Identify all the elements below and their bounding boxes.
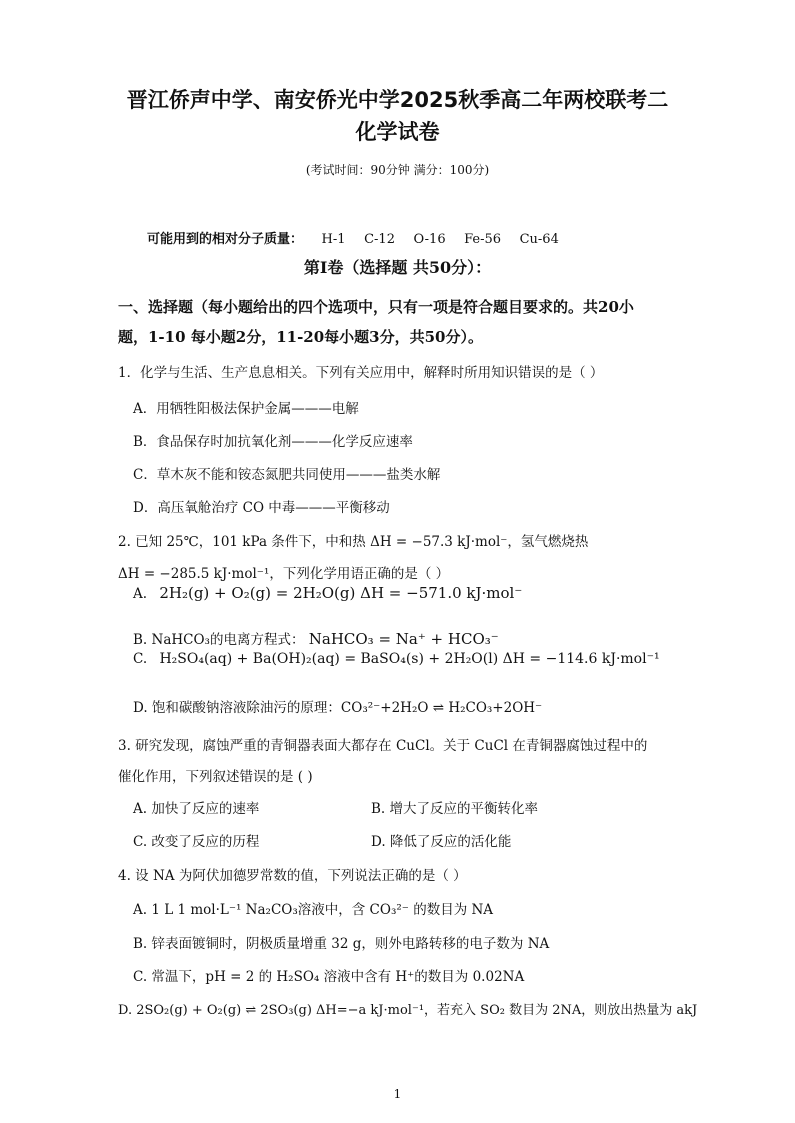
q3-option-a: A. 加快了反应的速率 [133,801,260,817]
section-heading-line1: 一、选择题（每小题给出的四个选项中，只有一项是符合题目要求的。共20小 [118,298,634,316]
q2-option-c [133,651,660,667]
exam-title-line1: 晋江侨声中学、南安侨光中学2025秋季高二年两校联考二 [126,88,669,112]
q3-stem-line2: 催化作用，下列叙述错误的是 ( ) [118,769,313,785]
q2-option-b-label: B. NaHCO₃的电离方程式： [133,632,305,648]
q2-option-a-equation: 2H₂(g) + O₂(g) = 2H₂O(g) ΔH = −571.0 kJ·mol⁻ [159,584,523,602]
mass-h: H-1 [321,232,346,247]
q2-option-a-label: A. [133,586,148,602]
mass-o: O-16 [413,232,446,247]
page-number: 1 [393,1087,402,1101]
section-heading-line2: 题，1-10 每小题2分，11-20每小题3分，共50分）。 [118,328,483,346]
q4-option-d: D. 2SO₂(g) + O₂(g) ⇌ 2SO₃(g) ΔH=−a kJ·mol⁻¹，若充入 SO₂ 数目为 2NA，则放出热量为 akJ [118,1003,698,1018]
q3-option-d: D. 降低了反应的活化能 [371,834,512,850]
q2-option-c-label: C. [133,651,148,667]
q4-option-b: B. 锌表面镀铜时，阴极质量增重 32 g，则外电路转移的电子数为 NA [133,936,550,952]
q1-stem: 1．化学与生活、生产息息相关。下列有关应用中，解释时所用知识错误的是（ ） [118,365,604,381]
q1-option-c: C．草木灰不能和铵态氮肥共同使用———盐类水解 [133,467,441,483]
q3-option-b: B. 增大了反应的平衡转化率 [371,801,539,817]
q2-option-b [133,628,499,648]
q2-option-a [133,584,522,602]
q3-option-c: C. 改变了反应的历程 [133,834,260,850]
q1-option-a: A．用牺牲阳极法保护金属———电解 [133,401,359,417]
q4-option-c: C. 常温下，pH = 2 的 H₂SO₄ 溶液中含有 H⁺的数目为 0.02NA [133,969,525,985]
exam-info: (考试时间：90分钟 满分：100分) [305,163,490,177]
q2-stem-line1: 2. 已知 25℃，101 kPa 条件下，中和热 ΔH = −57.3 kJ·mol⁻，氢气燃烧热 [118,534,589,550]
q4-option-a: A. 1 L 1 mol·L⁻¹ Na₂CO₃溶液中，含 CO₃²⁻ 的数目为 NA [133,902,494,918]
volume-title: 第Ⅰ卷（选择题 共50分）： [303,258,492,277]
q4-stem: 4. 设 NA 为阿伏加德罗常数的值，下列说法正确的是（ ） [118,868,467,884]
q1-option-b: B．食品保存时加抗氧化剂———化学反应速率 [133,434,413,450]
relative-masses [147,228,559,247]
exam-title-line2: 化学试卷 [355,120,440,144]
q1-option-d: D．高压氧舱治疗 CO 中毒———平衡移动 [133,500,390,516]
q3-stem-line1: 3. 研究发现，腐蚀严重的青铜器表面大都存在 CuCl。关于 CuCl 在青铜器腐蚀过程中的 [118,738,648,754]
q2-option-b-equation: NaHCO₃ = Na⁺ + HCO₃⁻ [308,630,499,648]
mass-fe: Fe-56 [464,232,502,247]
q2-option-c-equation: H₂SO₄(aq) + Ba(OH)₂(aq) = BaSO₄(s) + 2H₂O(l) ΔH = −114.6 kJ·mol⁻¹ [159,651,660,667]
mass-cu: Cu-64 [519,232,559,247]
mass-c: C-12 [364,232,395,247]
q2-option-d: D. 饱和碳酸钠溶液除油污的原理：CO₃²⁻+2H₂O ⇌ H₂CO₃+2OH⁻ [133,700,543,716]
masses-label: 可能用到的相对分子质量： [147,232,304,247]
q2-stem-line2: ΔH = −285.5 kJ·mol⁻¹，下列化学用语正确的是（ ） [118,566,450,582]
